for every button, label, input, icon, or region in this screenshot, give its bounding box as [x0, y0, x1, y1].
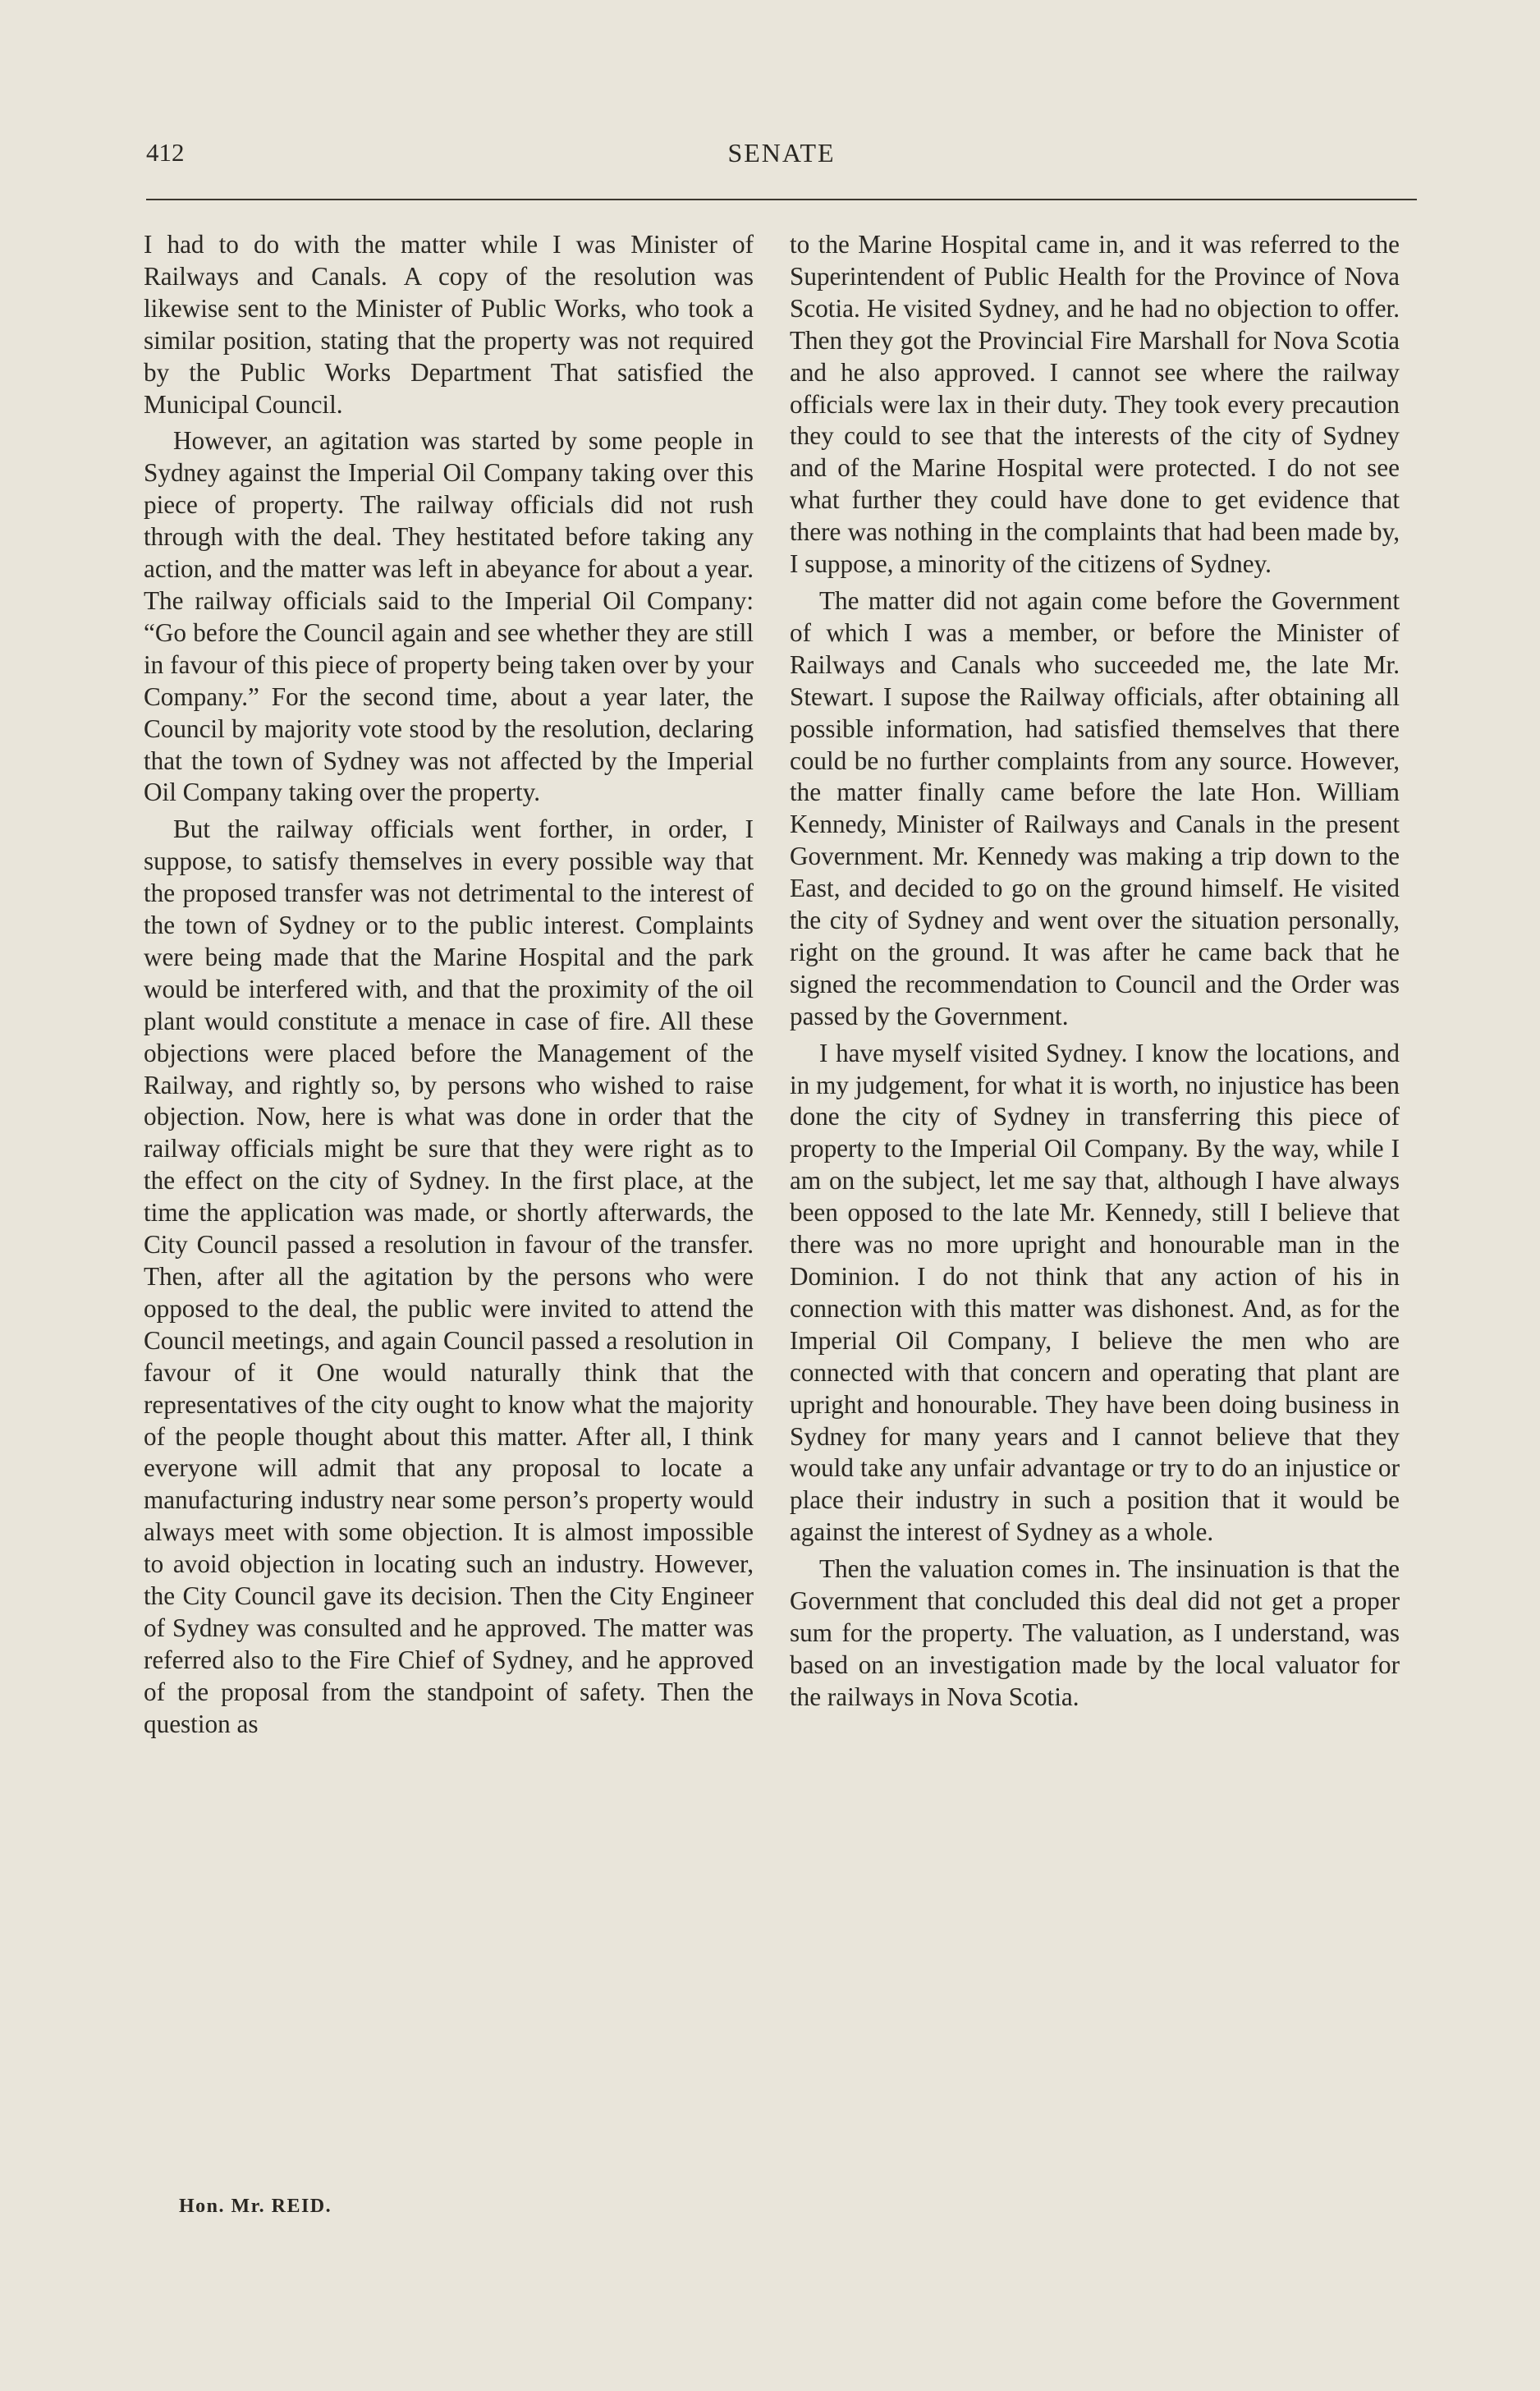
paragraph: The matter did not again come before the Government of which I was a member, or before the Minister of Railways and Canals who succeeded me, the late Mr. Stewart. I supose the Railway officials, after obtaining all possible information, had satisfied themselves that there could be no further complaints from any source. However, the matter finally came before the late Hon. William Kennedy, Minister of Railways and Canals in the present Government. Mr. Kennedy was making a trip down to the East, and decided to go on the ground himself. He visited the city of Sydney and went over the situation personally, right on the ground. It was after he came back that he signed the recommendation to Council and the Order was passed by the Government.: [790, 585, 1400, 1030]
page-header: [146, 138, 1417, 171]
right-column: [790, 229, 1400, 1714]
page-number: 412: [146, 138, 185, 167]
page-title: SENATE: [727, 138, 836, 168]
speaker-footer: Hon. Mr. REID.: [179, 2196, 332, 2217]
paragraph: Then the valuation comes in. The insinuation is that the Government that concluded this deal did not get a proper sum for the property. The valuation, as I understand, was based on an investigation made by the local valuator for the railways in Nova Scotia.: [790, 1554, 1400, 1711]
left-column: [144, 229, 754, 1741]
paragraph: I had to do with the matter while I was Minister of Railways and Canals. A copy of the resolution was likewise sent to the Minister of Public Works, who took a similar position, stating that the property was not required by the Public Works Department That satisfied the Municipal Council.: [144, 230, 754, 419]
paragraph: to the Marine Hospital came in, and it was referred to the Superintendent of Public Health for the Province of Nova Scotia. He visited Sydney, and he had no objection to offer. Then they got the Provincial Fire Marshall for Nova Scotia and he also approved. I cannot see where the railway officials were lax in their duty. They took every precaution they could to see that the interests of the city of Sydney and of the Marine Hospital were protected. I do not see what further they could have done to get evidence that there was nothing in the complaints that had been made by, I suppose, a minority of the citizens of Sydney.: [790, 230, 1400, 579]
paragraph: However, an agitation was started by some people in Sydney against the Imperial Oil Company taking over this piece of property. The railway officials did not rush through with the deal. They hestitated before taking any action, and the matter was left in abeyance for about a year. The railway officials said to the Imperial Oil Company: “Go before the Council again and see whether they are still in favour of this piece of property being taken over by your Company.” For the second time, about a year later, the Council by majority vote stood by the resolution, declaring that the town of Sydney was not affected by the Imperial Oil Company taking over the property.: [144, 426, 754, 807]
paragraph: But the railway officials went forther, in order, I suppose, to satisfy themselves in every possible way that the proposed transfer was not detrimental to the interest of the town of Sydney or to the public interest. Complaints were being made that the Marine Hospital and the park would be interfered with, and that the proximity of the oil plant would constitute a menace in case of fire. All these objections were placed before the Management of the Railway, and rightly so, by persons who wished to raise objection. Now, here is what was done in order that the railway officials might be sure that they were right as to the effect on the city of Sydney. In the first place, at the time the application was made, or shortly afterwards, the City Council passed a resolution in favour of the transfer. Then, after all the agitation by the persons who were opposed to the deal, the public were invited to attend the Council meetings, and again Council passed a resolution in favour of it One would naturally think that the representatives of the city ought to know what the majority of the people thought about this matter. After all, I think everyone will admit that any proposal to locate a manufacturing industry near some person’s property would always meet with some objection. It is almost impossible to avoid objection in locating such an industry. However, the City Council gave its decision. Then the City Engineer of Sydney was consulted and he approved. The matter was referred also to the Fire Chief of Sydney, and he approved of the proposal from the standpoint of safety. Then the question as: [144, 815, 754, 1738]
paragraph: I have myself visited Sydney. I know the locations, and in my judgement, for what it is worth, no injustice has been done the city of Sydney in transferring this piece of property to the Imperial Oil Company. By the way, while I am on the subject, let me say that, although I have always been opposed to the late Mr. Kennedy, still I believe that there was no more upright and honourable man in the Dominion. I do not think that any action of his in connection with this matter was dishonest. And, as for the Imperial Oil Company, I believe the men who are connected with that concern and operating that plant are upright and honourable. They have been doing business in Sydney for many years and I cannot believe that they would take any unfair advantage or try to do an injustice or place their industry in such a position that it would be against the interest of Sydney as a whole.: [790, 1038, 1400, 1547]
header-rule: [146, 199, 1417, 200]
